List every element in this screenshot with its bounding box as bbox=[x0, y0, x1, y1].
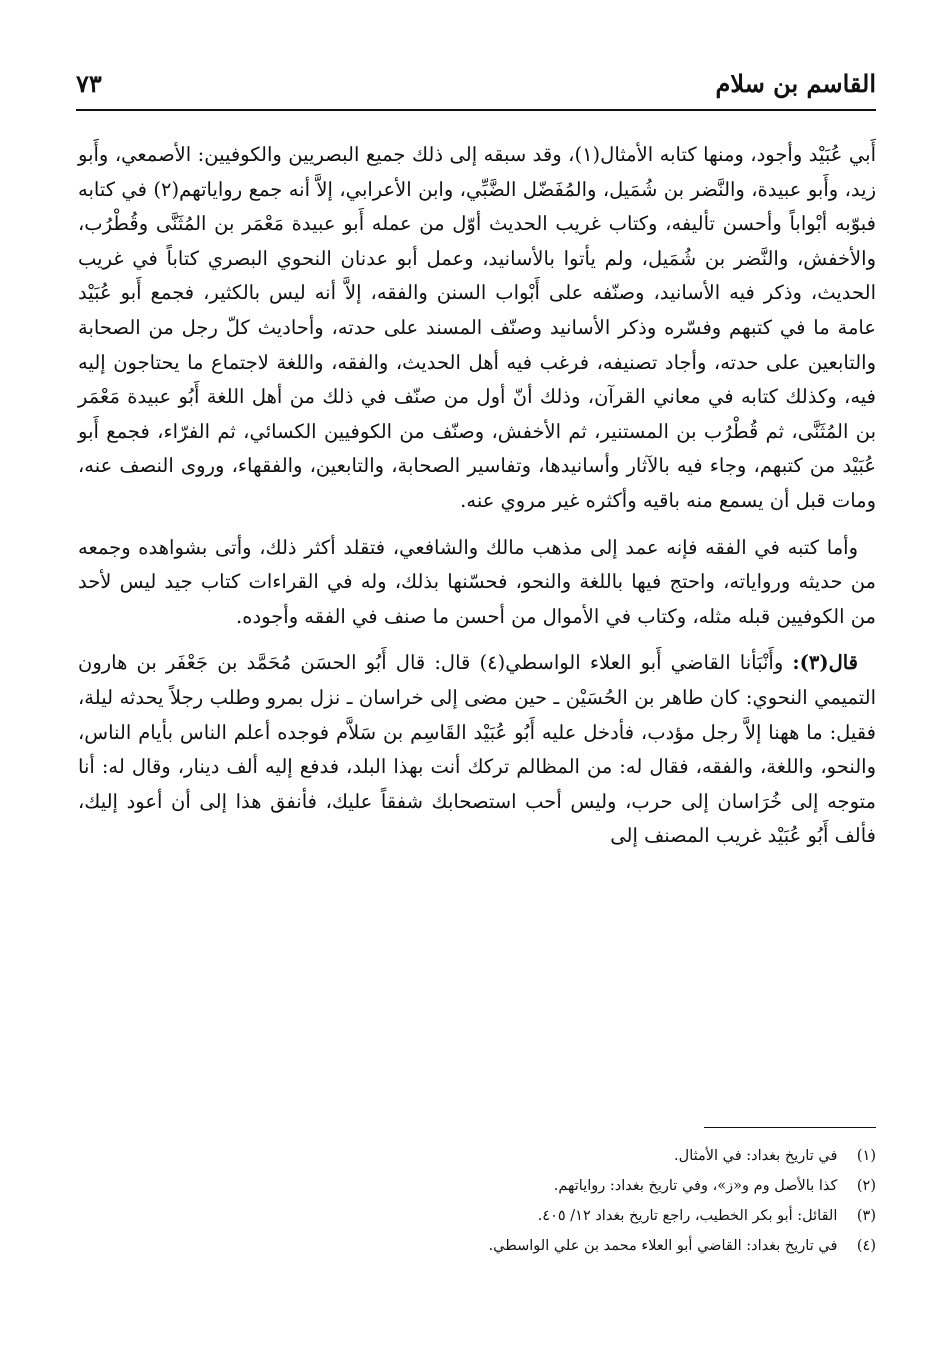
header-divider bbox=[76, 109, 876, 111]
footnote bbox=[360, 1231, 876, 1261]
footnote-number: (٢) bbox=[856, 1178, 876, 1194]
footnote bbox=[360, 1141, 876, 1171]
paragraph-2: وأما كتبه في الفقه فإنه عمد إلى مذهب مالك والشافعي، فتقلد أكثر ذلك، وأتى بشواهده وجمعه من حديثه ورواياته، واحتج فيها باللغة والنحو، فحسّنها بذلك، وله في القراءات كتاب جيد ليس لأحد من الكوفيين قبله مثله، وكتاب في الأموال من أحسن ما صنف في الفقه وأجوده. bbox=[78, 535, 876, 628]
paragraph-3-text: وأَنْبَأنا القاضي أَبو العلاء الواسطي(٤) قال: قال أَبُو الحسَن مُحَمَّد بن جَعْفَر بن هارون التميمي النحوي: كان طاهر بن الحُسَيْن ـ حين مضى إلى خراسان ـ نزل بمرو وطلب رجلاً يحدثه ليلة، فقيل: ما ههنا إلاَّ رجل مؤدب، فأدخل عليه أَبُو عُبَيْد القَاسِم بن سَلاَّم فوجده أعلم الناس بأيام الناس، والنحو، واللغة، والفقه، فقال له: من المظالم تركك أنت بهذا البلد، فدفع إليه ألف دينار، وقال له: أنا متوجه إلى خُرَاسان إلى حرب، وليس أحب استصحابك شفقاً عليك، فأنفق هذا إلى أن أعود إليك، فألف أَبُو عُبَيْد غريب المصنف إلى bbox=[78, 651, 876, 848]
footnote-text: القائل: أبو بكر الخطيب، راجع تاريخ بغداد ١٢/ ٤٠٥. bbox=[537, 1208, 838, 1224]
footnote-number: (٤) bbox=[856, 1238, 876, 1254]
footnote-number: (٣) bbox=[856, 1208, 876, 1224]
paragraph-lead-in: قال(٣): bbox=[792, 651, 859, 675]
footnote bbox=[360, 1201, 876, 1231]
footnotes bbox=[360, 1141, 876, 1261]
main-text bbox=[78, 138, 876, 854]
footnote-divider bbox=[704, 1127, 876, 1128]
footnote-text: في تاريخ بغداد: في الأمثال. bbox=[674, 1148, 838, 1164]
running-title: القاسم بن سلام bbox=[715, 69, 876, 98]
footnote-number: (١) bbox=[856, 1148, 876, 1164]
footnote-text: في تاريخ بغداد: القاضي أبو العلاء محمد بن علي الواسطي. bbox=[488, 1238, 838, 1254]
page-number: ٧٣ bbox=[76, 69, 102, 98]
paragraph-1: أَبي عُبَيْد وأجود، ومنها كتابه الأمثال(١)، وقد سبقه إلى ذلك جميع البصريين والكوفيين: الأصمعي، وأَبو زيد، وأَبو عبيدة، والنَّضر بن شُمَيل، والمُفَضّل الضَّبِّي، وابن الأعرابي، إلاَّ أنه جمع رواياتهم(٢) في كتابه فبوّبه أبْواباً وأحسن تأليفه، وكتاب غريب الحديث أوّل من عمله أَبو عبيدة مَعْمَر بن المُثَنَّى وقُطْرُب، والأخفش، والنَّضر بن شُمَيل، ولم يأتوا بالأسانيد، وعمل أبو عدنان النحوي البصري كتاباً في غريب الحديث، وذكر فيه الأسانيد، وصنّفه على أَبْواب السنن والفقه، إلاَّ أنه ليس بالكثير، فجمع أَبو عُبَيْد عامة ما في كتبهم وفسّره وذكر الأسانيد وصنّف المسند على حدته، وأحاديث كلّ رجل من الصحابة والتابعين على حدته، وأجاد تصنيفه، فرغب فيه أهل الحديث، والفقه، واللغة لاجتماع ما يحتاجون إليه فيه، وكذلك كتابه في معاني القرآن، وذلك أنّ أول من صنّف في ذلك من أهل اللغة أَبُو عبيدة مَعْمَر بن المُثَنَّى، ثم قُطْرُب بن المستنير، ثم الأخفش، وصنّف من الكوفيين الكسائي، ثم الفرّاء، فجمع أَبو عُبَيْد من كتبهم، وجاء فيه بالآثار وأسانيدها، وتفاسير الصحابة، والتابعين، والفقهاء، وروى النصف عنه، ومات قبل أن يسمع منه باقيه وأكثره غير مروي عنه. bbox=[78, 143, 876, 512]
footnote-text: كذا بالأصل وم و«ز»، وفي تاريخ بغداد: رواياتهم. bbox=[553, 1178, 838, 1194]
footnote bbox=[360, 1171, 876, 1201]
paragraph-3 bbox=[78, 646, 876, 854]
page-header bbox=[76, 68, 876, 104]
